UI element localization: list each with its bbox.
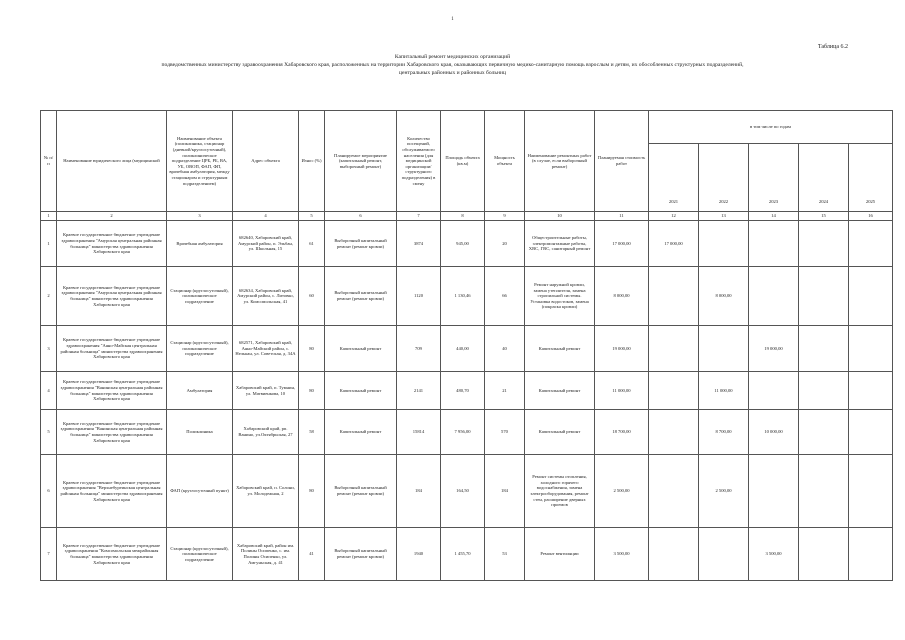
table-row xyxy=(41,410,893,455)
row-capacity: 570 xyxy=(485,410,525,455)
row-planned: Капитальный ремонт xyxy=(325,372,397,410)
table-row xyxy=(41,326,893,372)
row-work: Общестроительные работы, электромонтажные работы, ХВС, ГВС, санитарный ремонт xyxy=(525,221,595,267)
row-wear: 61 xyxy=(299,221,325,267)
col-number: 16 xyxy=(849,212,893,221)
row-capacity: 53 xyxy=(485,528,525,581)
row-org: Краевое государственное бюджетное учреждение здравоохранения "Верхнебуреинская центральная районная больница" министерства здравоохранения Хабаровского края xyxy=(57,455,167,528)
row-address: Хабаровский край, рп. Ванино, ул.Октябрьская, 27 xyxy=(233,410,299,455)
table-row xyxy=(41,372,893,410)
row-num: 1 xyxy=(41,221,57,267)
row-y2022 xyxy=(699,221,749,267)
header-year-2024: 2024 xyxy=(799,144,849,212)
row-num: 6 xyxy=(41,455,57,528)
row-num: 3 xyxy=(41,326,57,372)
row-y2022: 11 000,00 xyxy=(699,372,749,410)
row-wear: 60 xyxy=(299,267,325,326)
row-y2024 xyxy=(799,410,849,455)
row-y2021 xyxy=(649,410,699,455)
row-y2025 xyxy=(849,410,893,455)
row-area: 945,00 xyxy=(441,221,485,267)
row-capacity: 66 xyxy=(485,267,525,326)
row-y2025 xyxy=(849,267,893,326)
column-number-row xyxy=(41,212,893,221)
row-planned: Выборочный капитальный ремонт (ремонт кровли) xyxy=(325,221,397,267)
header-object: Наименование объекта (поликлиника, стационар (дневной/круглосуточный), поликлиническое подразделение ЦРБ, РБ, ВА, УБ, ОВОП, ФАП, ФП, врачебная амбулатория, между стационаром и структурным подразделением) xyxy=(167,111,233,212)
title-line-1: Капитальный ремонт медицинских организаций xyxy=(394,54,511,60)
col-number: 2 xyxy=(57,212,167,221)
row-y2024 xyxy=(799,326,849,372)
row-visits: 15814 xyxy=(397,410,441,455)
row-y2022: 8 000,00 xyxy=(699,267,749,326)
col-number: 5 xyxy=(299,212,325,221)
header-cost: Планируемая стоимость работ xyxy=(595,111,649,212)
row-y2023 xyxy=(749,221,799,267)
table-row xyxy=(41,221,893,267)
row-visits: 184 xyxy=(397,455,441,528)
row-y2022 xyxy=(699,326,749,372)
header-work-name: Наименование ремонтных работ (в случае, если выборочный ремонт) xyxy=(525,111,595,212)
row-org: Краевое государственное бюджетное учреждение здравоохранения "Амурская центральная районная больница" министерства здравоохранения Хабаровского края xyxy=(57,221,167,267)
row-object: Стационар (круглосуточный), поликлиническое подразделение xyxy=(167,326,233,372)
row-wear: 41 xyxy=(299,528,325,581)
row-y2021 xyxy=(649,455,699,528)
row-org: Краевое государственное бюджетное учреждение здравоохранения "Ванинская центральная районная больница" министерства здравоохранения Хабаровского края xyxy=(57,372,167,410)
row-planned: Капитальный ремонт xyxy=(325,410,397,455)
row-object: Стационар (круглосуточный), поликлиническое подразделение xyxy=(167,267,233,326)
row-address: 682571, Хабаровский край, Аяно-Майский район, с. Нелькан, ул. Советская, д. 34А xyxy=(233,326,299,372)
col-number: 6 xyxy=(325,212,397,221)
row-y2021: 17 000,00 xyxy=(649,221,699,267)
row-y2023: 10 000,00 xyxy=(749,410,799,455)
header-planned-work: Планируемое мероприятие (капитальный ремонт, выборочный ремонт) xyxy=(325,111,397,212)
row-org: Краевое государственное бюджетное учреждение здравоохранения "Амурская центральная районная больница" министерства здравоохранения Хабаровского края xyxy=(57,267,167,326)
row-object: Врачебная амбулатория xyxy=(167,221,233,267)
row-y2025 xyxy=(849,455,893,528)
header-area: Площадь объекта (кв.м) xyxy=(441,111,485,212)
row-planned: Выборочный капитальный ремонт (ремонт кровли) xyxy=(325,528,397,581)
col-number: 12 xyxy=(649,212,699,221)
row-area: 440,00 xyxy=(441,326,485,372)
row-visits: 1120 xyxy=(397,267,441,326)
col-number: 10 xyxy=(525,212,595,221)
row-capacity: 184 xyxy=(485,455,525,528)
row-area: 1 130,46 xyxy=(441,267,485,326)
row-y2025 xyxy=(849,528,893,581)
table-row xyxy=(41,528,893,581)
col-number: 14 xyxy=(749,212,799,221)
row-org: Краевое государственное бюджетное учреждение здравоохранения "Ванинская центральная районная больница" министерства здравоохранения Хабаровского края xyxy=(57,410,167,455)
row-wear: 80 xyxy=(299,326,325,372)
row-num: 2 xyxy=(41,267,57,326)
row-address: 682634, Хабаровский край, Амурский район, с. Литовко, ул. Комсомольская, 41 xyxy=(233,267,299,326)
row-y2023: 19 000,00 xyxy=(749,326,799,372)
header-wear: Износ (%) xyxy=(299,111,325,212)
row-y2025 xyxy=(849,372,893,410)
row-cost: 11 000,00 xyxy=(595,372,649,410)
table-row xyxy=(41,455,893,528)
row-wear: 80 xyxy=(299,455,325,528)
header-address: Адрес объекта xyxy=(233,111,299,212)
col-number: 11 xyxy=(595,212,649,221)
col-number: 13 xyxy=(699,212,749,221)
col-number: 4 xyxy=(233,212,299,221)
row-y2024 xyxy=(799,455,849,528)
row-work: Капитальный ремонт xyxy=(525,372,595,410)
row-cost: 17 000,00 xyxy=(595,221,649,267)
row-org: Краевое государственное бюджетное учреждение здравоохранения "Аяно-Майская центральная районная больница" министерства здравоохранения Хабаровского края xyxy=(57,326,167,372)
row-work: Ремонт системы отопления, холодного горячего водоснабжения, замена электрооборудования, ремонт стен, расширение дверных проемов xyxy=(525,455,595,528)
row-cost: 8 000,00 xyxy=(595,267,649,326)
col-number: 3 xyxy=(167,212,233,221)
row-area: 164,50 xyxy=(441,455,485,528)
row-cost: 3 500,00 xyxy=(595,528,649,581)
row-visits: 3874 xyxy=(397,221,441,267)
row-y2022 xyxy=(699,528,749,581)
col-number: 9 xyxy=(485,212,525,221)
header-years-group: в том числе по годам xyxy=(649,111,893,144)
row-y2021 xyxy=(649,528,699,581)
row-planned: Выборочный капитальный ремонт (ремонт кровли) xyxy=(325,267,397,326)
table-number: Таблица 6.2 xyxy=(817,44,848,50)
col-number: 15 xyxy=(799,212,849,221)
row-cost: 18 700,00 xyxy=(595,410,649,455)
row-y2024 xyxy=(799,221,849,267)
title-line-2: подведомственных министерству здравоохранения Хабаровского края, расположенных на территории Хабаровского края, оказывающих первичную медико-санитарную помощь взрослым и детям, их обособленных структурных подразделений, xyxy=(161,62,744,68)
col-number: 8 xyxy=(441,212,485,221)
row-cost: 2 500,00 xyxy=(595,455,649,528)
page-number: 1 xyxy=(451,17,454,22)
row-planned: Выборочный капитальный ремонт (ремонт кровли) xyxy=(325,455,397,528)
row-y2022: 8 700,00 xyxy=(699,410,749,455)
row-y2023 xyxy=(749,267,799,326)
row-work: Ремонт наружной кровли, замена утеплителя, замена стропильной системы. Установка водостоков, замена (покраска кровли) xyxy=(525,267,595,326)
header-capacity: Мощность объекта xyxy=(485,111,525,212)
row-y2024 xyxy=(799,372,849,410)
row-num: 4 xyxy=(41,372,57,410)
repair-table xyxy=(40,110,893,581)
row-address: 682640, Хабаровский край, Амурский район, п. Эльбан, ул. Школьная, 15 xyxy=(233,221,299,267)
row-org: Краевое государственное бюджетное учреждение здравоохранения "Комсомольская межрайонная больница" министерства здравоохранения Хабаровского края xyxy=(57,528,167,581)
row-y2021 xyxy=(649,267,699,326)
row-area: 7 956,00 xyxy=(441,410,485,455)
row-y2025 xyxy=(849,221,893,267)
row-planned: Капитальный ремонт xyxy=(325,326,397,372)
row-y2023 xyxy=(749,372,799,410)
header-year-2022: 2022 xyxy=(699,144,749,212)
row-visits: 2141 xyxy=(397,372,441,410)
row-object: Стационар (круглосуточный), поликлиническое подразделение xyxy=(167,528,233,581)
header-year-2021: 2021 xyxy=(649,144,699,212)
row-address: Хабаровский край, район им. Полины Осипенко, с. им. Полины Осипенко, ул. Амгуньская, д. 41 xyxy=(233,528,299,581)
header-org: Наименование юридического лица (медицинской xyxy=(57,111,167,212)
col-number: 1 xyxy=(41,212,57,221)
header-num: № п/п xyxy=(41,111,57,212)
row-y2025 xyxy=(849,326,893,372)
table-row xyxy=(41,267,893,326)
row-y2021 xyxy=(649,372,699,410)
row-capacity: 40 xyxy=(485,326,525,372)
row-work: Капитальный ремонт xyxy=(525,410,595,455)
row-address: Хабаровский край, п. Солони, ул. Молодежная, 2 xyxy=(233,455,299,528)
row-wear: 80 xyxy=(299,372,325,410)
col-number: 7 xyxy=(397,212,441,221)
row-cost: 19 000,00 xyxy=(595,326,649,372)
row-work: Ремонт вентиляции xyxy=(525,528,595,581)
row-num: 7 xyxy=(41,528,57,581)
row-visits: 709 xyxy=(397,326,441,372)
header-year-2025: 2025 xyxy=(849,144,893,212)
title-line-3: центральных районных и районных больниц xyxy=(399,70,506,76)
row-y2024 xyxy=(799,267,849,326)
row-num: 5 xyxy=(41,410,57,455)
row-work: Капитальный ремонт xyxy=(525,326,595,372)
document-title xyxy=(100,53,805,77)
row-area: 480,70 xyxy=(441,372,485,410)
header-visits: Количество посещений, обслуживаемого населения (для медицинской организации/ структурного подразделения) в смену xyxy=(397,111,441,212)
row-y2023: 3 500,00 xyxy=(749,528,799,581)
header-row-1 xyxy=(41,111,893,144)
row-capacity: 20 xyxy=(485,221,525,267)
row-object: Амбулатория xyxy=(167,372,233,410)
row-visits: 1940 xyxy=(397,528,441,581)
header-year-2023: 2023 xyxy=(749,144,799,212)
row-area: 1 455,70 xyxy=(441,528,485,581)
row-y2023 xyxy=(749,455,799,528)
row-y2021 xyxy=(649,326,699,372)
row-address: Хабаровский край, п. Тумнин, ул. Матвиенкова, 10 xyxy=(233,372,299,410)
row-y2024 xyxy=(799,528,849,581)
row-y2022: 2 500,00 xyxy=(699,455,749,528)
row-object: Поликлиника xyxy=(167,410,233,455)
row-capacity: 21 xyxy=(485,372,525,410)
row-object: ФАП (круглосуточный пункт) xyxy=(167,455,233,528)
row-wear: 58 xyxy=(299,410,325,455)
